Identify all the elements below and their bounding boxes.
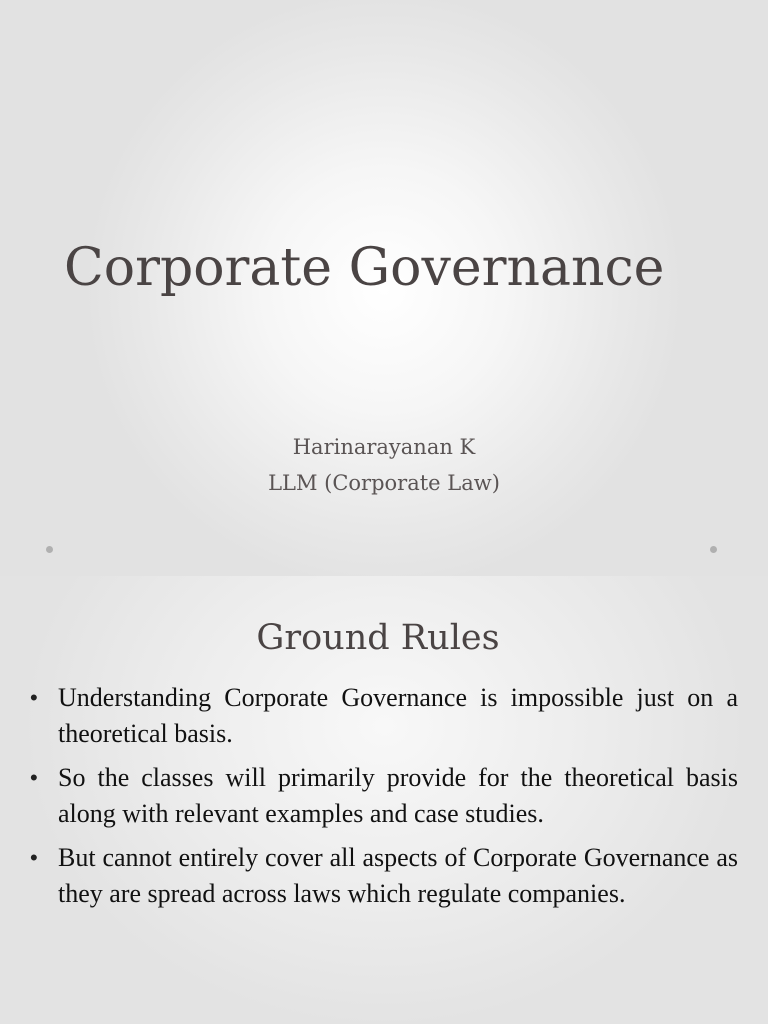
bullet-icon: • xyxy=(30,765,38,790)
slide-title: Corporate Governance xyxy=(64,238,665,298)
author-name: Harinarayanan K xyxy=(292,435,476,459)
slide-heading: Ground Rules xyxy=(256,618,500,658)
bullet-text: But cannot entirely cover all aspects of Corporate Governance as they are spread across laws which regulate companies. xyxy=(58,843,738,908)
bullet-text: So the classes will primarily provide for the theoretical basis along with relevant examples and case studies. xyxy=(58,763,738,828)
author-qualification: LLM (Corporate Law) xyxy=(268,471,500,495)
bullet-text: Understanding Corporate Governance is impossible just on a theoretical basis. xyxy=(58,683,738,748)
bullet-item xyxy=(30,840,738,912)
bullet-icon: • xyxy=(30,845,38,870)
bullet-item xyxy=(30,760,738,832)
ground-rules-slide xyxy=(0,576,768,1024)
bullet-item xyxy=(30,680,738,752)
decorative-dot-left xyxy=(46,546,53,553)
bullet-list xyxy=(30,680,738,920)
decorative-dot-right xyxy=(710,546,717,553)
bullet-icon: • xyxy=(30,685,38,710)
